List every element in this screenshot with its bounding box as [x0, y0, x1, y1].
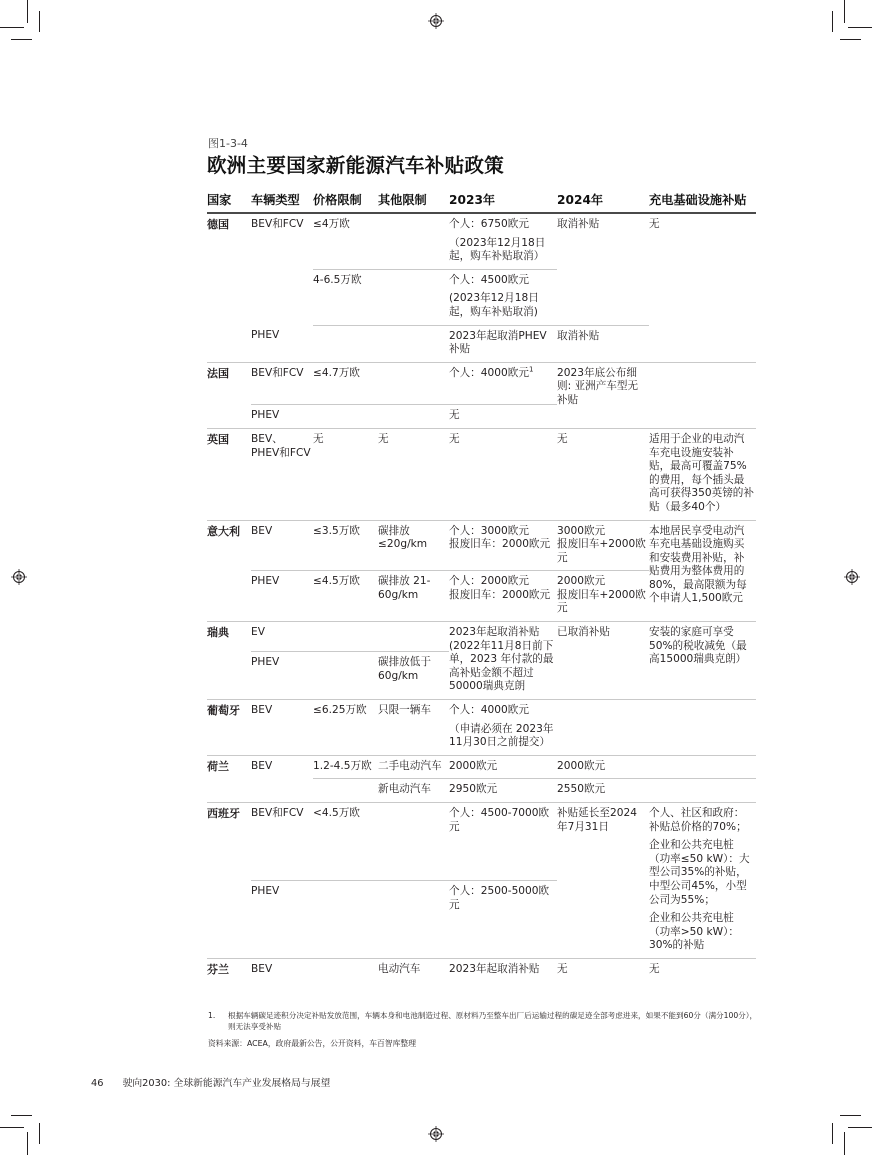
charging-infra: 无 [649, 962, 660, 975]
crop-mark [39, 1123, 40, 1144]
price-limit [313, 880, 378, 958]
price-limit: ≤4.5万欧 [313, 571, 378, 622]
country-italy: 意大利 [207, 520, 251, 622]
registration-mark-icon [11, 569, 27, 585]
registration-mark-icon [428, 13, 444, 29]
subsidy-2023: 2000欧元 [449, 755, 557, 779]
crop-mark [39, 11, 40, 32]
subsidy-2023: 个人：3000欧元 报废旧车：2000欧元 [449, 520, 557, 571]
other-limit: 只限一辆车 [378, 700, 449, 756]
subsidy-2024: 取消补贴 [557, 325, 649, 362]
subsidy-2024: 3000欧元 报废旧车+2000欧元 [557, 520, 649, 571]
price-limit [313, 405, 378, 429]
other-limit: 无 [378, 428, 449, 520]
subsidy-2024: 补贴延长至2024年7月31日 [557, 803, 649, 959]
crop-mark [11, 1115, 32, 1116]
charging-infra [649, 755, 756, 779]
crop-mark [840, 1115, 861, 1116]
vehicle-type: PHEV [251, 571, 313, 622]
header-2024: 2024年 [557, 193, 649, 213]
crop-mark [0, 1127, 24, 1128]
crop-mark [11, 39, 32, 40]
country-spain: 西班牙 [207, 803, 251, 959]
price-limit: ≤3.5万欧 [313, 520, 378, 571]
source-note: 资料来源：ACEA，政府最新公告，公开资料，车百智库整理 [208, 1039, 417, 1048]
other-limit [378, 880, 449, 958]
subsidy-2024 [557, 700, 649, 756]
subsidy-2023: 个人：4500欧元 (2023年12月18日起，购车补贴取消) [449, 269, 557, 325]
table-header-row [207, 193, 756, 213]
other-limit: 碳排放低于60g/km [378, 652, 449, 700]
other-limit: 二手电动汽车 [378, 755, 449, 779]
price-limit: 1.2-4.5万欧 [313, 755, 378, 779]
charging-infra [649, 362, 756, 428]
vehicle-type: BEV [251, 520, 313, 571]
crop-mark [27, 0, 28, 23]
header-country: 国家 [207, 193, 251, 213]
other-limit [378, 803, 449, 881]
crop-mark [832, 11, 833, 32]
figure-title: 欧洲主要国家新能源汽车补贴政策 [207, 154, 505, 177]
price-limit: 4-6.5万欧 [313, 269, 378, 325]
charging-infra: 安装的家庭可享受50%的税收减免（最高15000瑞典克朗） [649, 622, 756, 700]
subsidy-2023: 2950欧元 [449, 779, 557, 803]
book-title: 驶向2030: 全球新能源汽车产业发展格局与展望 [122, 1078, 331, 1089]
other-limit: 碳排放≤20g/km [378, 520, 449, 571]
country-france: 法国 [207, 362, 251, 428]
table-row [207, 213, 756, 269]
footnote-number: 1. [208, 1011, 216, 1020]
vehicle-type: EV [251, 622, 313, 652]
figure-label: 图1-3-4 [208, 137, 248, 150]
other-limit: 碳排放 21-60g/km [378, 571, 449, 622]
other-limit [378, 362, 449, 405]
page-footer [91, 1075, 330, 1089]
subsidy-2023: 个人：2500-5000欧元 [449, 880, 557, 958]
header-vehicle-type: 车辆类型 [251, 193, 313, 213]
charging-infra [649, 779, 756, 803]
table-row [207, 362, 756, 405]
subsidy-2023: 无 [449, 428, 557, 520]
subsidy-2024: 2550欧元 [557, 779, 649, 803]
charging-infra [649, 700, 756, 756]
price-limit: ≤4万欧 [313, 213, 378, 269]
table-row [207, 700, 756, 756]
country-portugal: 葡萄牙 [207, 700, 251, 756]
subsidy-2023: 无 [449, 405, 557, 429]
footnote-text: 根据车辆碳足迹积分决定补贴发放范围，车辆本身和电池制造过程、原材料乃至整车出厂后运输过程的碳足迹全部考虑进来，如果不能到60分（满分100分），则无法享受补贴 [228, 1011, 758, 1031]
other-limit: 新电动汽车 [378, 779, 449, 803]
table-row [207, 803, 756, 881]
vehicle-type: BEV、PHEV和FCV [251, 428, 313, 520]
other-limit [378, 269, 449, 325]
subsidy-2024: 取消补贴 [557, 213, 649, 325]
price-limit: ≤4.7万欧 [313, 362, 378, 405]
vehicle-type: PHEV [251, 325, 313, 362]
header-charging-infra: 充电基础设施补贴 [649, 193, 756, 213]
other-limit [378, 405, 449, 429]
subsidy-2023: 个人：4000欧元$^1$ [449, 362, 557, 405]
subsidy-2023: 个人：4500-7000欧元 [449, 803, 557, 881]
price-limit: ≤6.25万欧 [313, 700, 378, 756]
crop-mark [848, 27, 872, 28]
vehicle-type: PHEV [251, 405, 313, 429]
subsidy-2024: 无 [557, 428, 649, 520]
crop-mark [844, 1132, 845, 1155]
charging-infra: 本地居民享受电动汽车充电基础设施购买和安装费用补贴，补贴费用为整体费用的80%，最高限额为每个申请人1,500欧元 [649, 520, 756, 622]
vehicle-type: PHEV [251, 652, 313, 700]
subsidy-2023: 个人：6750欧元 （2023年12月18日起，购车补贴取消） [449, 213, 557, 269]
vehicle-type: BEV和FCV [251, 803, 313, 881]
crop-mark [832, 1123, 833, 1144]
header-2023: 2023年 [449, 193, 557, 213]
subsidy-2023: 2023年起取消补贴 [449, 962, 540, 975]
price-limit [313, 622, 378, 652]
price-limit [313, 652, 378, 700]
other-limit [378, 622, 449, 652]
price-limit [313, 958, 378, 981]
subsidy-2024: 已取消补贴 [557, 622, 649, 700]
table-row [207, 755, 756, 779]
country-uk: 英国 [207, 428, 251, 520]
country-sweden: 瑞典 [207, 622, 251, 700]
table-row [207, 958, 756, 981]
subsidy-2023: 个人：2000欧元 报废旧车：2000欧元 [449, 571, 557, 622]
crop-mark [844, 0, 845, 23]
subsidy-2024: 无 [557, 962, 568, 975]
table-row [207, 622, 756, 652]
vehicle-type: PHEV [251, 880, 313, 958]
country-netherlands: 荷兰 [207, 755, 251, 802]
vehicle-type: BEV和FCV [251, 362, 313, 405]
subsidy-policy-table [207, 193, 756, 982]
footnote [208, 1011, 763, 1032]
header-other-limit: 其他限制 [378, 193, 449, 213]
other-limit [378, 213, 449, 269]
price-limit: <4.5万欧 [313, 803, 378, 881]
table-row [207, 428, 756, 520]
crop-mark [0, 27, 24, 28]
subsidy-2023: 2023年起取消补贴(2022年11月8日前下单，2023 年付款的最高补贴金额不超过50000瑞典克朗 [449, 622, 557, 700]
price-limit [313, 779, 378, 803]
registration-mark-icon [428, 1126, 444, 1142]
header-price-limit: 价格限制 [313, 193, 378, 213]
page-number: 46 [91, 1078, 104, 1089]
subsidy-2023: 2023年起取消PHEV 补贴 [449, 325, 557, 362]
subsidy-2024: 2000欧元 报废旧车+2000欧元 [557, 571, 649, 622]
subsidy-2024: 2023年底公布细则: 亚洲产车型无补贴 [557, 362, 649, 428]
subsidy-2024: 2000欧元 [557, 755, 649, 779]
vehicle-type: BEV [251, 700, 313, 756]
other-limit [378, 325, 449, 362]
charging-infra: 无 [649, 213, 756, 362]
table-row [207, 520, 756, 571]
vehicle-type: BEV [251, 755, 313, 802]
country-germany: 德国 [207, 213, 251, 362]
vehicle-type: BEV和FCV [251, 218, 304, 230]
price-limit [313, 325, 378, 362]
vehicle-type: BEV [251, 962, 273, 975]
subsidy-2023: 个人：4000欧元 （申请必须在 2023年11月30日之前提交） [449, 700, 557, 756]
charging-infra: 适用于企业的电动汽车充电设施安装补贴，最高可覆盖75%的费用，每个插头最高可获得350英镑的补贴（最多40个） [649, 428, 756, 520]
crop-mark [848, 1127, 872, 1128]
crop-mark [27, 1132, 28, 1155]
price-limit: 无 [313, 428, 378, 520]
crop-mark [840, 39, 861, 40]
charging-infra: 个人、社区和政府：补贴总价格的70%； 企业和公共充电桩（功率≤50 kW）：大型公司35%的补贴，中型公司45%，小型公司为55%； 企业和公共充电桩（功率>50 kW）：30%的补贴 [649, 803, 756, 959]
country-finland: 芬兰 [207, 962, 229, 976]
registration-mark-icon [844, 569, 860, 585]
other-limit: 电动汽车 [378, 962, 421, 975]
